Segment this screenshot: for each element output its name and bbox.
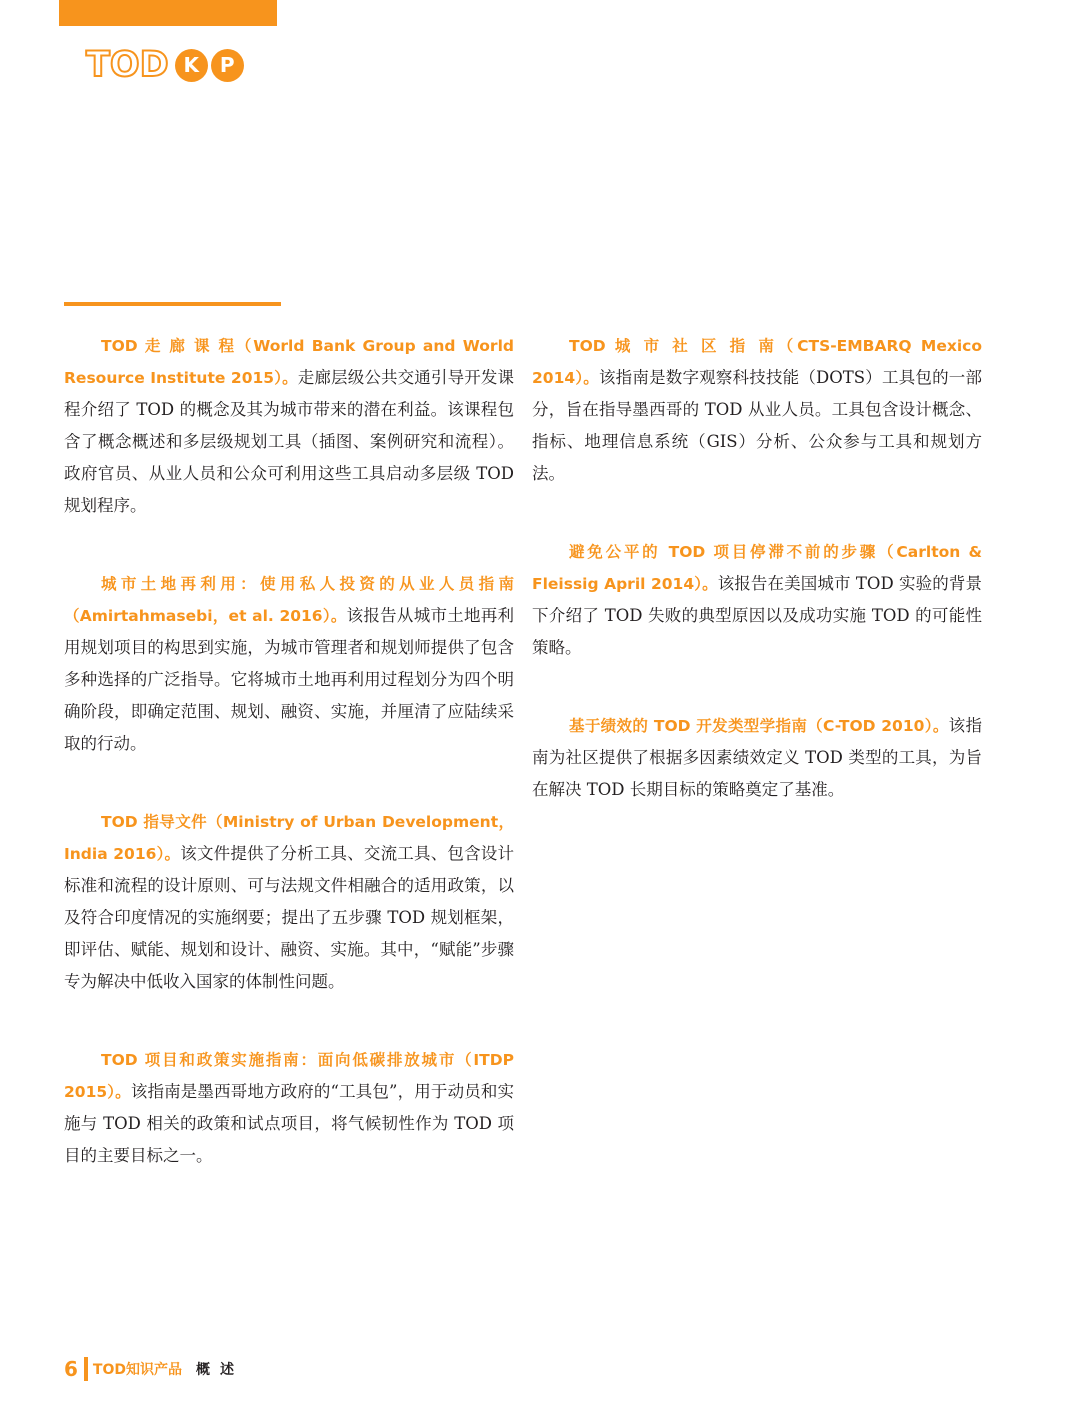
entry-body: 该指南为社区提供了根据多因素绩效定义 TOD 类型的工具，为旨在解决 TOD 长期目标的策略奠定了基准。 — [532, 716, 982, 799]
entry-tod-guidance-document — [64, 806, 514, 998]
entry-title: 基于绩效的 TOD 开发类型学指南（C-TOD 2010）。 — [569, 717, 949, 735]
entry-body: 该文件提供了分析工具、交流工具、包含设计标准和流程的设计原则、可与法规文件相融合的适用政策，以及符合印度情况的实施纲要；提出了五步骤 TOD 规划框架，即评估、赋能、规划和设计、融资、实施。其中，“赋能”步骤专为解决中低收入国家的体制性问题。 — [64, 844, 514, 991]
tod-kp-logo — [86, 45, 244, 85]
entry-tod-corridor-course — [64, 330, 514, 522]
entry-body: 该报告从城市土地再利用规划项目的构思到实施，为城市管理者和规划师提供了包含多种选择的广泛指导。它将城市土地再利用过程划分为四个明确阶段，即确定范围、规划、融资、实施，并厘清了应陆续采取的行动。 — [64, 606, 515, 753]
entry-tod-community-guide — [532, 330, 982, 490]
entry-title: TOD 走 廊 课 程（World Bank Group and World Resource Institute 2015）。 — [64, 337, 514, 387]
entry-title: TOD 指导文件（Ministry of Urban Development，India 2016）。 — [64, 813, 514, 863]
logo-p-circle: P — [211, 49, 244, 82]
footer-divider — [84, 1357, 88, 1381]
right-column — [532, 330, 982, 806]
entry-tod-policy-guide — [64, 1044, 514, 1172]
section-divider — [64, 302, 281, 306]
page-footer — [64, 1356, 244, 1382]
left-column — [64, 330, 514, 1172]
section-name: 概述 — [196, 1362, 244, 1378]
top-accent-bar — [59, 0, 277, 26]
entry-title: TOD 城 市 社 区 指 南（CTS-EMBARQ Mexico 2014）。 — [532, 337, 982, 387]
entry-urban-land-reuse — [64, 568, 514, 760]
logo-k-circle: K — [175, 49, 208, 82]
entry-body: 走廊层级公共交通引导开发课程介绍了 TOD 的概念及其为城市带来的潜在利益。该课程包含了概念概述和多层级规划工具（插图、案例研究和流程）。政府官员、从业人员和公众可利用这些工具启动多层级 TOD 规划程序。 — [64, 368, 515, 515]
page-number: 6 — [64, 1357, 78, 1381]
entry-title: 城市土地再利用：使用私人投资的从业人员指南（Amirtahmasebi，et al. 2016）。 — [64, 575, 514, 625]
entry-body: 该报告在美国城市 TOD 实验的背景下介绍了 TOD 失败的典型原因以及成功实施 TOD 的可能性策略。 — [532, 574, 982, 657]
entry-performance-typology — [532, 710, 982, 806]
logo-text: TOD — [86, 45, 169, 85]
entry-equitable-tod-steps — [532, 536, 982, 664]
entry-title: 避免公平的 TOD 项目停滞不前的步骤（Carlton & Fleissig April 2014）。 — [532, 543, 982, 593]
entry-body: 该指南是数字观察科技技能（DOTS）工具包的一部分，旨在指导墨西哥的 TOD 从业人员。工具包含设计概念、指标、地理信息系统（GIS）分析、公众参与工具和规划方法。 — [532, 368, 982, 483]
publication-name: TOD知识产品 — [92, 1362, 182, 1378]
entry-body: 该指南是墨西哥地方政府的“工具包”，用于动员和实施与 TOD 相关的政策和试点项目，将气候韧性作为 TOD 项目的主要目标之一。 — [64, 1082, 515, 1165]
entry-title: TOD 项目和政策实施指南：面向低碳排放城市（ITDP 2015）。 — [64, 1051, 514, 1101]
